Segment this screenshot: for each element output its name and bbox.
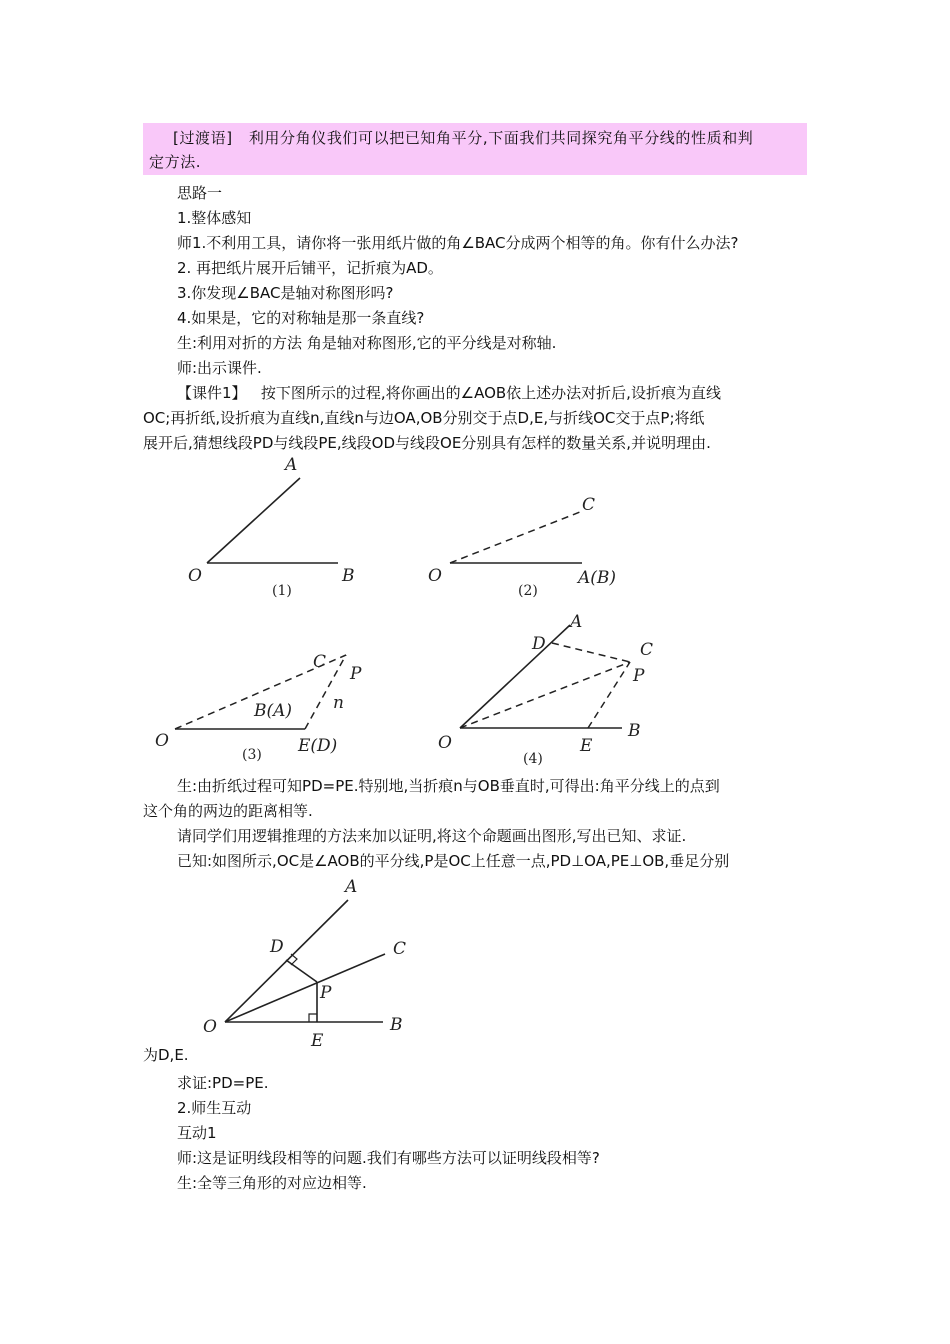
- label-e: E: [311, 1031, 324, 1051]
- figure-4: [430, 605, 670, 770]
- label-p: P: [320, 983, 332, 1003]
- label-d: D: [532, 634, 546, 654]
- courseware-line-2: OC;再折纸,设折痕为直线n,直线n与边OA,OB分别交于点D,E,与折线OC交于点P;将纸: [143, 409, 705, 427]
- question-4: 4.如果是，它的对称轴是那一条直线?: [177, 309, 425, 327]
- label-e: E: [580, 736, 593, 756]
- teacher-line-1: 师:出示课件.: [177, 359, 262, 377]
- label-b: B: [342, 566, 355, 586]
- figure-1: [180, 450, 380, 600]
- student-answer-2-line-2: 这个角的两边的距离相等.: [143, 802, 313, 820]
- ray-oa: [460, 625, 570, 728]
- dashed-segment-ep: [588, 662, 630, 728]
- student-answer-2-line-1: 生:由折纸过程可知PD=PE.特别地,当折痕n与OB垂直时,可得出:角平分线上的点到: [177, 777, 720, 795]
- dashed-ray-oc: [450, 512, 580, 563]
- subsection-interaction: 2.师生互动: [177, 1099, 252, 1117]
- courseware-line-1: [177, 383, 721, 403]
- label-o: O: [428, 566, 442, 586]
- subsection-overall: 1.整体感知: [177, 209, 252, 227]
- label-c: C: [640, 640, 654, 660]
- question-1: 师1.不利用工具，请你将一张用纸片做的角∠BAC分成两个相等的角。你有什么办法?: [177, 234, 739, 252]
- segment-pd: [286, 960, 317, 982]
- section-heading: 思路一: [177, 184, 223, 202]
- label-c: C: [582, 495, 596, 515]
- interaction-1-heading: 互动1: [177, 1124, 217, 1142]
- prove-statement: 求证:PD=PE.: [177, 1074, 269, 1092]
- label-p: P: [633, 666, 645, 686]
- label-d: D: [270, 937, 284, 957]
- caption-2: (2): [518, 583, 538, 599]
- question-2: 2. 再把纸片展开后铺平，记折痕为AD。: [177, 259, 443, 277]
- label-o: O: [438, 733, 452, 753]
- caption-1: (1): [272, 583, 292, 599]
- transition-text: 利用分角仪我们可以把已知角平分,下面我们共同探究角平分线的性质和判: [248, 129, 754, 147]
- figure-5: [195, 872, 425, 1052]
- dashed-segment-dp: [552, 643, 630, 662]
- courseware-line-3: 展开后,猜想线段PD与线段PE,线段OD与线段OE分别具有怎样的数量关系,并说明理由.: [143, 434, 711, 452]
- label-o: O: [188, 566, 202, 586]
- ray-oa: [207, 478, 300, 563]
- label-b: B: [628, 721, 641, 741]
- courseware-text-1: 按下图所示的过程,将你画出的∠AOB依上述办法对折后,设折痕为直线: [260, 384, 721, 402]
- student-answer-3: 生:全等三角形的对应边相等.: [177, 1174, 367, 1192]
- transition-highlight-box: [143, 123, 807, 175]
- teacher-line-2: 师:这是证明线段相等的问题.我们有哪些方法可以证明线段相等?: [177, 1149, 600, 1167]
- label-a: A: [285, 455, 298, 475]
- figure-3: [150, 645, 380, 770]
- caption-4: (4): [523, 751, 543, 767]
- student-answer-1: 生:利用对折的方法 角是轴对称图形,它的平分线是对称轴.: [177, 334, 557, 352]
- label-c: C: [393, 939, 407, 959]
- label-c: C: [313, 652, 327, 672]
- transition-line-1: [173, 128, 753, 148]
- caption-3: (3): [242, 747, 262, 763]
- label-b: B: [390, 1015, 403, 1035]
- label-o: O: [203, 1017, 217, 1037]
- label-ed: E(D): [298, 736, 338, 756]
- proof-prompt: 请同学们用逻辑推理的方法来加以证明,将这个命题画出图形,写出已知、求证.: [177, 827, 687, 845]
- question-3: 3.你发现∠BAC是轴对称图形吗?: [177, 284, 394, 302]
- given-statement-end: 为D,E.: [143, 1046, 189, 1064]
- label-n: n: [333, 693, 344, 713]
- given-statement: 已知:如图所示,OC是∠AOB的平分线,P是OC上任意一点,PD⊥OA,PE⊥OB,垂足分别: [177, 852, 730, 870]
- right-angle-mark-e: [309, 1014, 317, 1022]
- label-a: A: [570, 612, 583, 632]
- label-ba: B(A): [254, 701, 293, 721]
- label-p: P: [350, 664, 362, 684]
- dashed-ray-oc: [460, 662, 630, 728]
- label-ab: A(B): [578, 568, 617, 588]
- label-a: A: [345, 877, 358, 897]
- figure-2: [420, 490, 650, 600]
- transition-line-2: 定方法.: [149, 153, 202, 171]
- label-o: O: [155, 731, 169, 751]
- ray-oc: [225, 954, 385, 1022]
- courseware-label: 【课件1】: [177, 384, 247, 402]
- transition-label: [过渡语]: [173, 129, 233, 147]
